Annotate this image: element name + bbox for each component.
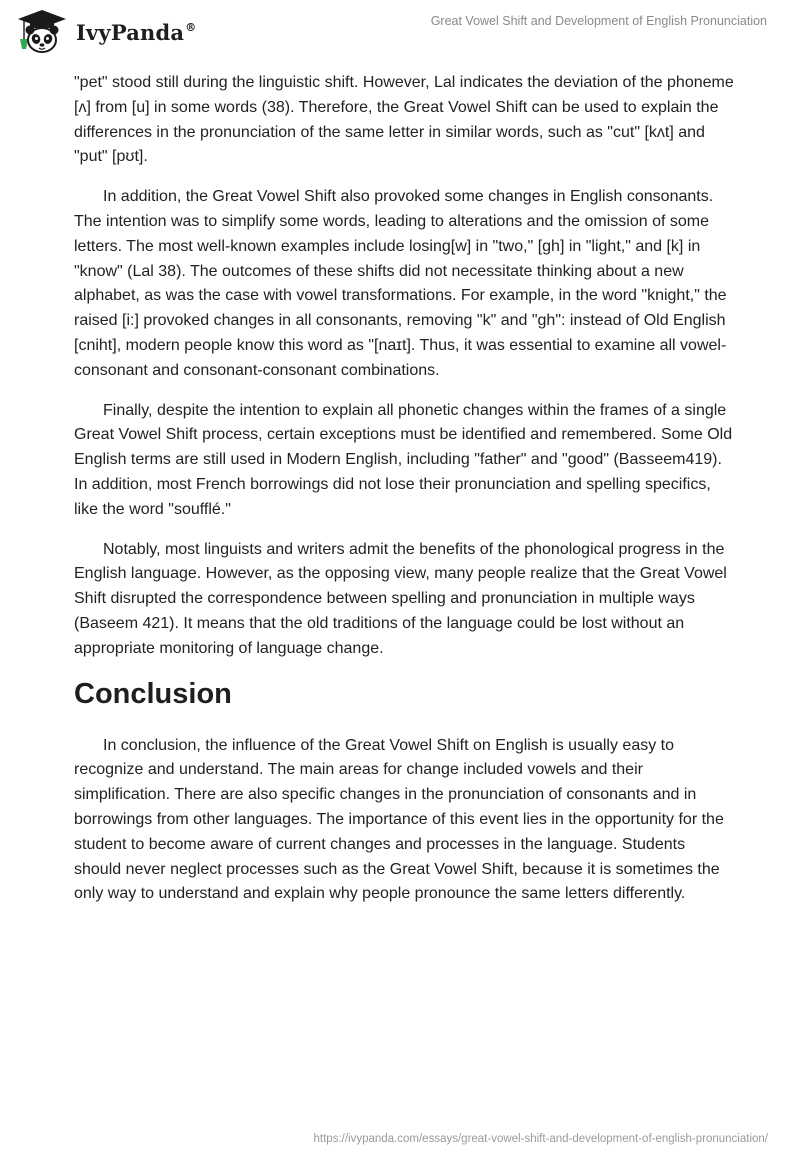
paragraph-3: Finally, despite the intention to explain all phonetic changes within the frames of a single Great Vowel Shift process, certain exceptions must be identified and remembered. Some Old English terms are still used in Modern English, including "father" and "good" (Basseem419). In addition, most French borrowings did not lose their pronunciation and spelling specifics, like the word "soufflé." (74, 401, 733, 518)
document-title: Great Vowel Shift and Development of English Pronunciation (430, 14, 767, 28)
brand-name: IvyPanda® (76, 19, 197, 45)
paragraph-5: In conclusion, the influence of the Great Vowel Shift on English is usually easy to recognize and understand. The main areas for change included vowels and their simplification. There are also specific changes in the pronunciation of consonants and in borrowings from other languages. The importance of this event lies in the opportunity for the student to become aware of current changes and processes in the language. Students should never neglect processes such as the Great Vowel Shift, because it is sometimes the only way to understand and explain why people pronounce the same letters differently. (74, 736, 724, 903)
essay-body (74, 71, 734, 922)
paragraph-2: In addition, the Great Vowel Shift also provoked some changes in English consonants. The intention was to simplify some words, leading to alterations and the omission of some letters. The most well-known examples include losing[w] in "two," [gh] in "light," and [k] in "know" (Lal 38). The outcomes of these shifts did not necessitate thinking about a new alphabet, as was the case with vowel transformations. For example, in the word "knight," the raised [i:] provoked changes in all consonants, removing "k" and "gh": instead of Old English [cniht], modern people know this word as "[naɪt]. Thus, it was essential to examine all vowel-consonant and consonant-consonant combinations. (74, 188, 727, 379)
conclusion-heading: Conclusion (74, 677, 232, 710)
paragraph-4: Notably, most linguists and writers admit the benefits of the phonological progress in the English language. However, as the opposing view, many people realize that the Great Vowel Shift disrupted the correspondence between spelling and pronunciation in multiple ways (Baseem 421). It means that the old traditions of the language could be lost without an appropriate monitoring of language change. (74, 540, 727, 657)
registered-mark: ® (185, 20, 197, 34)
source-url[interactable]: https://ivypanda.com/essays/great-vowel-shift-and-development-of-english-pronunciation/ (313, 1133, 768, 1145)
paragraph-1: "pet" stood still during the linguistic shift. However, Lal indicates the deviation of the phoneme [ʌ] from [u] in some words (38). Therefore, the Great Vowel Shift can be used to explain the differences in the pronunciation of the same letter in similar words, such as "cut" [kʌt] and "put" [pʊt]. (74, 74, 734, 166)
page-header (0, 0, 800, 66)
ivypanda-logo[interactable] (14, 8, 196, 56)
panda-graduation-cap-icon (14, 8, 70, 56)
